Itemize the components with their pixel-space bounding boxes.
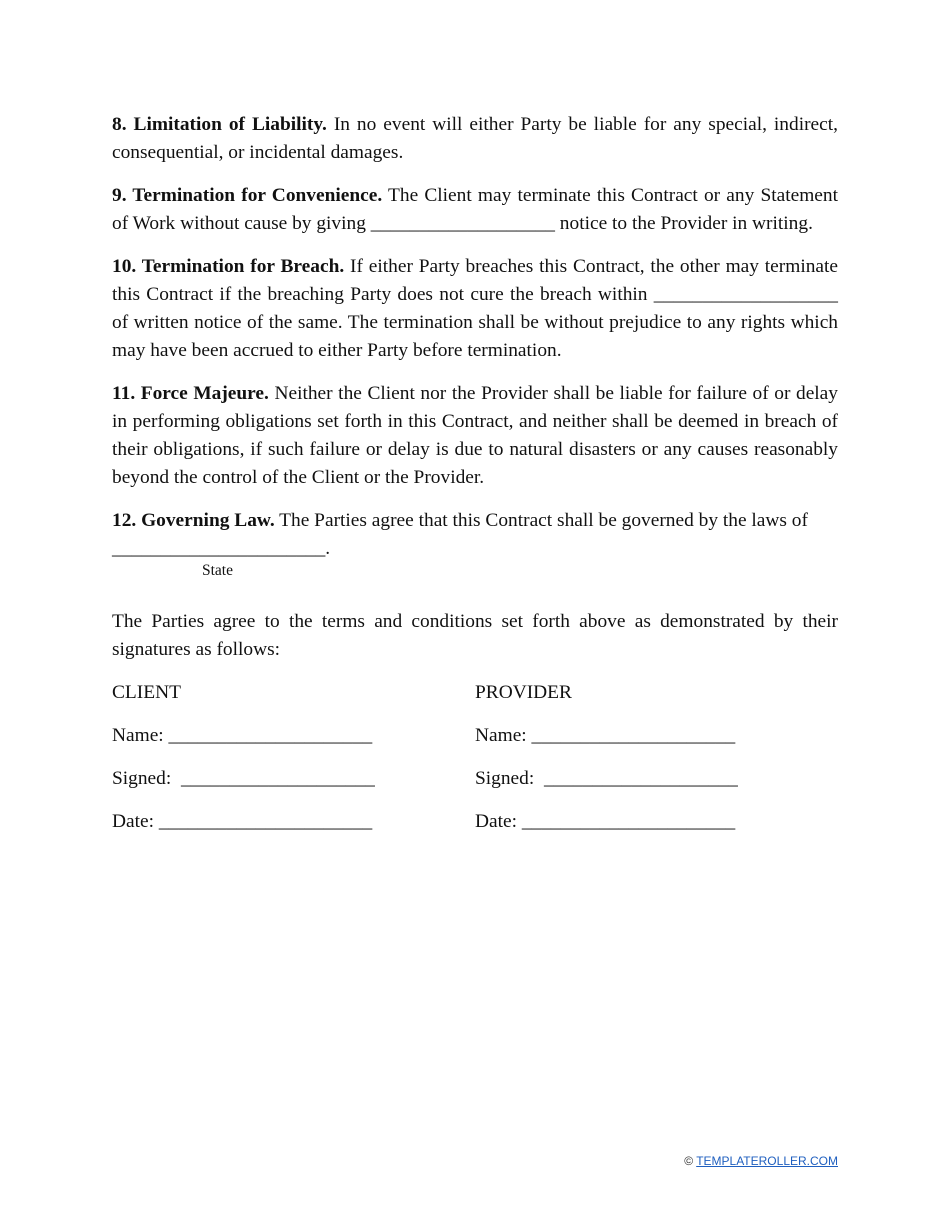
section-limitation-of-liability	[112, 111, 838, 167]
provider-signature-column	[475, 679, 838, 851]
copyright-symbol: ©	[684, 1154, 697, 1168]
state-caption-row	[112, 563, 838, 591]
section-termination-for-breach	[112, 253, 838, 365]
client-name-line: Name: _____________________	[112, 725, 373, 746]
section-text: The Parties agree that this Contract shall be governed by the laws of	[274, 510, 808, 531]
client-signed-line: Signed: ____________________	[112, 768, 375, 789]
provider-name-line: Name: _____________________	[475, 725, 736, 746]
section-heading: 11. Force Majeure.	[112, 383, 269, 404]
section-text: Neither the Client nor the Provider shall be liable for failure of or delay in performing obligations set forth in this Contract, and neither shall be deemed in breach of their obligations, if such failure or delay is due to natural disasters or any causes reasonably beyond the control of the Client or the Provider.	[112, 383, 838, 488]
section-governing-law	[112, 507, 838, 535]
provider-date-line: Date: ______________________	[475, 811, 736, 832]
document-page	[112, 111, 838, 851]
client-signature-column	[112, 679, 475, 851]
section-text: In no event will either Party be liable for any special, indirect, consequential, or incidental damages.	[112, 114, 838, 163]
closing-statement: The Parties agree to the terms and conditions set forth above as demonstrated by their signatures as follows:	[112, 611, 838, 660]
section-heading: 8. Limitation of Liability.	[112, 114, 327, 135]
templateroller-link[interactable]: TEMPLATEROLLER.COM	[696, 1154, 838, 1168]
section-force-majeure	[112, 380, 838, 492]
section-heading: 12. Governing Law.	[112, 510, 275, 531]
footer-credit	[684, 1154, 838, 1168]
section-text: If either Party breaches this Contract, the other may terminate this Contract if the breaching Party does not cure the breach within ___________________ of written notice of the same. The termination shall be without prejudice to any rights which may have been accrued to either Party before termination.	[112, 256, 838, 361]
client-title: CLIENT	[112, 682, 181, 703]
section-text: The Client may terminate this Contract or any Statement of Work without cause by giving ___________________ notice to the Provider in writing.	[112, 185, 838, 234]
provider-signed-line: Signed: ____________________	[475, 768, 738, 789]
provider-title: PROVIDER	[475, 682, 572, 703]
section-termination-for-convenience	[112, 182, 838, 238]
signature-block	[112, 679, 838, 851]
section-heading: 9. Termination for Convenience.	[112, 185, 383, 206]
client-date-line: Date: ______________________	[112, 811, 373, 832]
governing-law-blank: ______________________.	[112, 538, 331, 559]
section-heading: 10. Termination for Breach.	[112, 256, 345, 277]
state-label: State	[202, 562, 233, 579]
